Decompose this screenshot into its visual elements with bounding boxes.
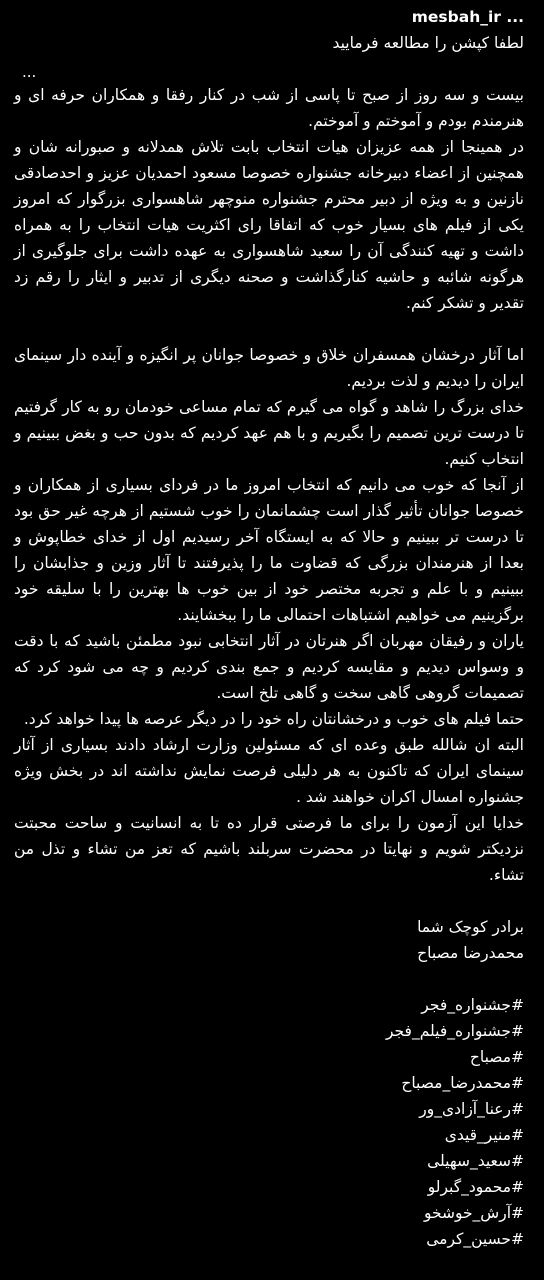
signature-name: محمدرضا مصباح xyxy=(417,944,524,962)
signature-line: برادر کوچک شما xyxy=(417,918,524,936)
caption-paragraph: خدای بزرگ را شاهد و گواه می گیرم که تمام مساعی خودمان رو به کار گرفتیم تا درست ترین تصمیم را بگیریم و با هم عهد کردیم که بدون حب و بغض ببینیم و انتخاب کنیم. xyxy=(14,398,524,468)
hashtag-link[interactable]: #محمود_گبرلو xyxy=(427,1178,524,1196)
hashtag-list xyxy=(14,992,524,1252)
hashtag-link[interactable]: #محمدرضا_مصباح xyxy=(401,1074,524,1092)
caption-paragraph: خدایا این آزمون را برای ما فرصتی قرار ده تا به انسانیت و ساحت محبتت نزدیکتر شویم و نهایتا در محضرت سربلند باشیم که تعز من تشاء و تذل من تشاء. xyxy=(14,814,524,884)
caption-paragraph: البته ان شالله طبق وعده ای که مسئولین وزارت ارشاد دادند بسیاری از آثار سینمای ایران که تاکنون به هر دلیلی فرصت نمایش نداشته اند در بخش ویژه جشنواره امسال اکران خواهند شد . xyxy=(14,736,524,806)
caption-paragraph: از آنجا که خوب می دانیم که انتخاب امروز ما در فردای بسیاری از همکاران و خصوصا جوانان تأثیر گذار است چشمانمان را خوب شستیم از هرچه غیر حق بود تا درست تر ببینیم و حالا که به ایستگاه آخر رسیدیم اول از خدای خطاپوش و بعدا از هنرمندان بزرگی که قضاوت ما را پذیرفتند تا آثار وزین و جذابشان را ببینیم و با علم و تجربه مختصر خود از بین خوب ها بهترین را با سلیقه خود برگزینیم می خواهیم اشتباهات احتمالی ما را ببخشایند. xyxy=(14,476,524,624)
username-line[interactable] xyxy=(14,4,524,30)
hashtag-link[interactable]: #جشنواره_فیلم_فجر xyxy=(386,1022,524,1040)
hashtag-link[interactable]: #سعید_سهیلی xyxy=(427,1152,524,1170)
caption-subtitle: لطفا کپشن را مطالعه فرمایید xyxy=(332,34,524,52)
caption-paragraph: بیست و سه روز از صبح تا پاسی از شب در کنار رفقا و همکاران حرفه ای و هنرمندم بودم و آموختم و آموختم. xyxy=(14,86,524,130)
paragraph-spacer xyxy=(14,316,524,342)
hashtag-link[interactable]: #حسین_کرمی xyxy=(426,1230,524,1248)
hashtag-link[interactable]: #رعنا_آزادی_ور xyxy=(419,1100,524,1118)
hashtag-link[interactable]: #مصباح xyxy=(469,1048,524,1066)
caption-paragraph: حتما فیلم های خوب و درخشانتان راه خود را در دیگر عرصه ها پیدا خواهد کرد. xyxy=(23,710,524,728)
hashtag-link[interactable]: #منیر_قیدی xyxy=(444,1126,524,1144)
username[interactable]: mesbah_ir ... xyxy=(411,8,524,26)
hashtag-link[interactable]: #آرش_خوشخو xyxy=(423,1204,524,1222)
caption-paragraph: یاران و رفیقان مهربان اگر هنرتان در آثار انتخابی نبود مطمئن باشید که با دقت و وسواس دیدیم و مقایسه کردیم و جمع بندی کردیم و چه می شود کرد که تصمیمات گروهی گاهی سخت و گاهی تلخ است. xyxy=(14,632,524,702)
paragraph-spacer xyxy=(14,888,524,914)
hashtag-link[interactable]: #جشنواره_فجر xyxy=(421,996,524,1014)
caption-paragraph: در همینجا از همه عزیزان هیات انتخاب بابت تلاش همدلانه و صبورانه شان و همچنین از اعضاء دبیرخانه جشنواره خصوصا مسعود احمدیان عزیز و احدصادقی نازنین و به ویژه از دبیر محترم جشنواره منوچهر شاهسواری بزرگوار که امروز یکی از فیلم های بسیار خوب که اتفاقا رای اکثریت هیات انتخاب را به همراه داشت و تهیه کنندگی آن را سعید شاهسواری به عهده داشت برای جلوگیری از هرگونه شائبه و حاشیه کنارگذاشت و صحنه دیگری از تدبیر و ایثار را رقم زد تقدیر و تشکر کنم. xyxy=(14,138,524,312)
caption-paragraph: اما آثار درخشان همسفران خلاق و خصوصا جوانان پر انگیزه و آینده دار سینمای ایران را دیدیم و لذت بردیم. xyxy=(14,346,524,390)
bottom-fade xyxy=(0,1258,544,1280)
ellipsis-text: ... xyxy=(22,63,37,81)
